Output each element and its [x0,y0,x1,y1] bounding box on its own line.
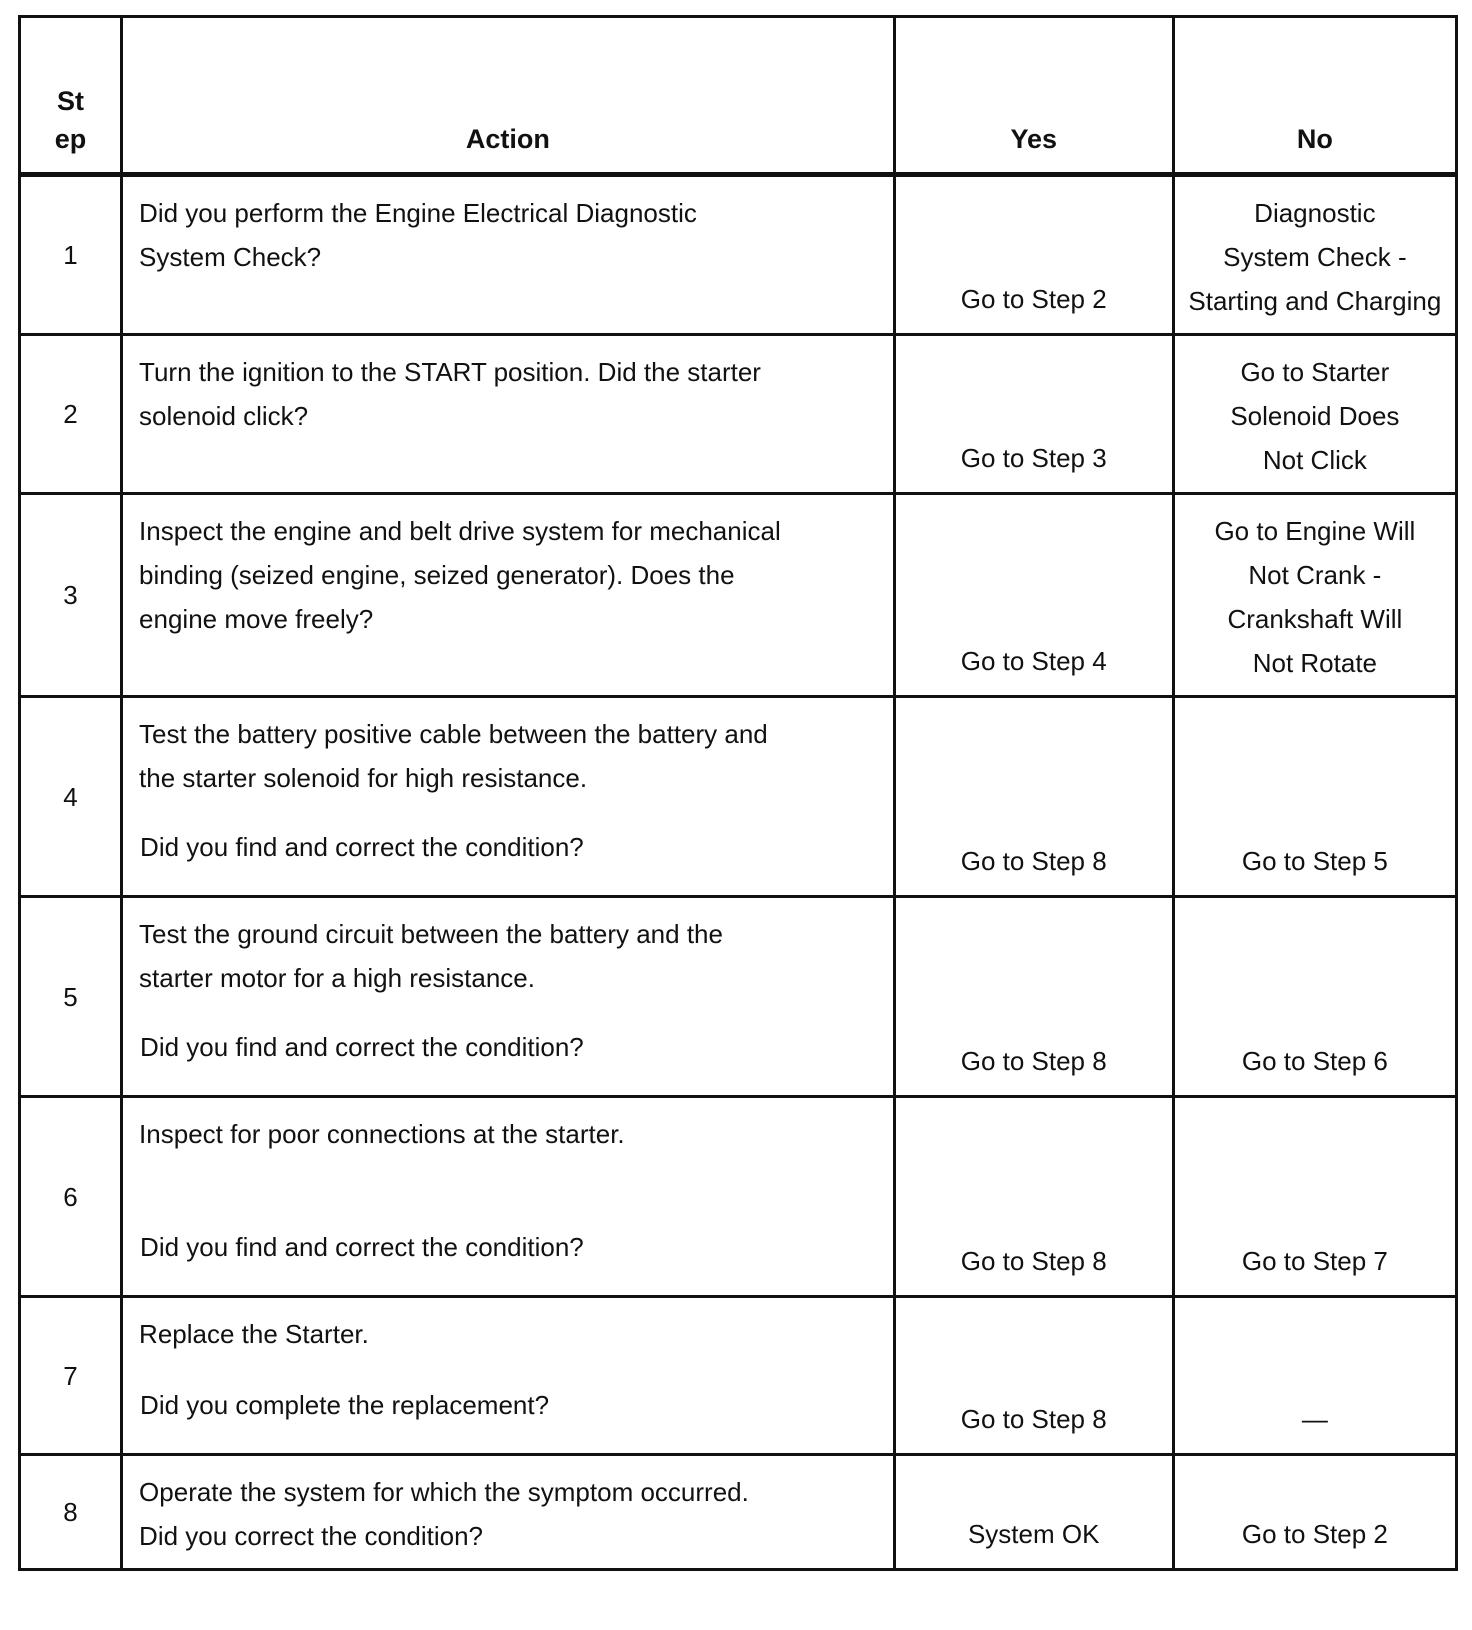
column-header-yes: Yes [894,17,1173,175]
column-header-step [20,17,122,175]
action-text-line: engine move freely? [139,604,374,634]
action-text-line: Operate the system for which the symptom occurred. [139,1477,749,1507]
no-result-line: Go to Step 2 [1241,1519,1388,1549]
step-header-line-2: ep [54,124,87,154]
no-result-line: Starting and Charging [1188,286,1442,316]
action-text-line: Inspect for poor connections at the starter. [139,1119,625,1149]
action-question: Did you complete the replacement? [140,1390,550,1420]
action-cell [122,1455,895,1570]
action-text-line: Test the ground circuit between the battery and the [139,919,723,949]
step-number: 6 [20,1097,122,1297]
step-number: 1 [20,175,122,335]
action-text-line: Replace the Starter. [139,1319,369,1349]
column-header-no: No [1173,17,1456,175]
no-result-line: Go to Step 5 [1241,846,1388,876]
yes-result: Go to Step 8 [894,697,1173,897]
no-result-line: Go to Step 7 [1241,1246,1388,1276]
action-cell [122,335,895,494]
action-text-line: Did you perform the Engine Electrical Diagnostic [139,198,697,228]
table-row [20,494,1457,697]
action-text-line: Inspect the engine and belt drive system for mechanical [139,516,781,546]
no-result [1173,697,1456,897]
yes-result: Go to Step 8 [894,1097,1173,1297]
yes-result: Go to Step 4 [894,494,1173,697]
table-row [20,1455,1457,1570]
action-text-line: Turn the ignition to the START position. Did the starter [139,357,761,387]
table-header-row [20,17,1457,175]
diagnostic-table-container [18,15,1458,1571]
action-cell [122,697,895,897]
no-result-line: Not Click [1262,445,1367,475]
action-cell [122,1097,895,1297]
step-number: 2 [20,335,122,494]
no-result-line: Not Rotate [1252,648,1378,678]
no-result-line: Crankshaft Will [1227,604,1403,634]
step-number: 7 [20,1297,122,1455]
action-cell [122,1297,895,1455]
table-row [20,1097,1457,1297]
table-row [20,897,1457,1097]
no-result [1173,335,1456,494]
action-question: Did you find and correct the condition? [140,1032,584,1062]
table-body [20,175,1457,1570]
no-result [1173,175,1456,335]
action-question: Did you find and correct the condition? [140,832,584,862]
yes-result: Go to Step 2 [894,175,1173,335]
table-row [20,697,1457,897]
step-number: 3 [20,494,122,697]
no-result [1173,494,1456,697]
no-result [1173,1097,1456,1297]
action-text-line: Did you correct the condition? [139,1521,484,1551]
action-text-line: System Check? [139,242,322,272]
no-result-line: System Check - [1223,242,1407,272]
no-result-line: Diagnostic [1254,198,1376,228]
action-text-line: binding (seized engine, seized generator). Does the [139,560,735,590]
step-number: 8 [20,1455,122,1570]
action-cell [122,175,895,335]
diagnostic-table [18,15,1458,1571]
table-row [20,1297,1457,1455]
action-question: Did you find and correct the condition? [140,1232,584,1262]
column-header-action: Action [122,17,895,175]
no-result [1173,897,1456,1097]
yes-result: Go to Step 3 [894,335,1173,494]
action-cell [122,494,895,697]
step-number: 5 [20,897,122,1097]
yes-result: Go to Step 8 [894,897,1173,1097]
no-result-line: Solenoid Does [1230,401,1400,431]
yes-result: Go to Step 8 [894,1297,1173,1455]
no-result-line: Go to Engine Will [1214,516,1416,546]
step-number: 4 [20,697,122,897]
no-result-line: — [1301,1404,1328,1434]
action-text-line: the starter solenoid for high resistance. [139,763,588,793]
no-result [1173,1455,1456,1570]
no-result-line: Go to Starter [1240,357,1390,387]
table-row [20,335,1457,494]
action-text-line: starter motor for a high resistance. [139,963,535,993]
action-text-line: solenoid click? [139,401,309,431]
yes-result: System OK [894,1455,1173,1570]
step-header-line-1: St [57,86,85,116]
action-text-line: Test the battery positive cable between the battery and [139,719,768,749]
table-row [20,175,1457,335]
no-result-line: Not Crank - [1248,560,1382,590]
no-result-line: Go to Step 6 [1241,1046,1388,1076]
action-cell [122,897,895,1097]
no-result [1173,1297,1456,1455]
